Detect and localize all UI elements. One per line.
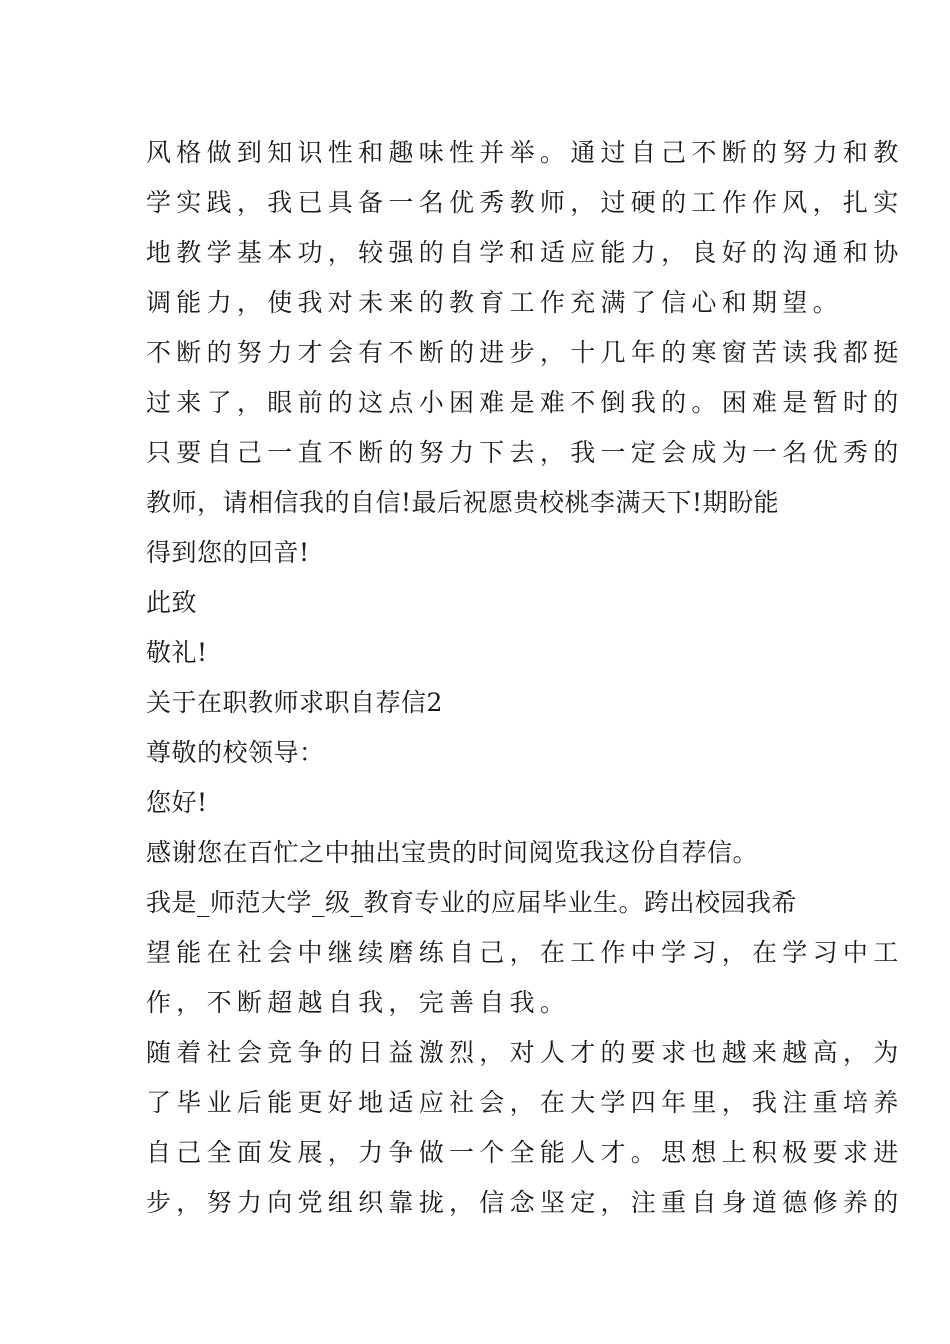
letter-body — [146, 128, 904, 1228]
section-title: 关于在职教师求职自荐信2 — [146, 688, 443, 717]
text-line-17: 望能在社会中继续磨练自己，在工作中学习，在学习中工 — [146, 938, 904, 967]
text-line-8: 教师，请相信我的自信!最后祝愿贵校桃李满天下!期盼能 — [146, 488, 780, 517]
closing-line: 此致 — [146, 588, 198, 617]
text-line-18: 作，不断超越自我，完善自我。 — [146, 988, 571, 1017]
greeting-recipient: 尊敬的校领导： — [146, 738, 325, 767]
text-line-20: 了毕业后能更好地适应社会，在大学四年里，我注重培养 — [146, 1088, 904, 1117]
text-line-22: 步，努力向党组织靠拢，信念坚定，注重自身道德修养的 — [146, 1188, 904, 1217]
text-line-9: 得到您的回音! — [146, 538, 310, 567]
text-line-6: 过来了，眼前的这点小困难是难不倒我的。困难是暂时的 — [146, 388, 904, 417]
text-line-3: 地教学基本功，较强的自学和适应能力，良好的沟通和协 — [146, 238, 904, 267]
greeting-line: 您好! — [146, 788, 208, 817]
text-line-21: 自己全面发展，力争做一个全能人才。思想上积极要求进 — [146, 1138, 904, 1167]
text-line-4: 调能力，使我对未来的教育工作充满了信心和期望。 — [146, 288, 843, 317]
text-line-5: 不断的努力才会有不断的进步，十几年的寒窗苦读我都挺 — [146, 338, 904, 367]
text-line-1: 风格做到知识性和趣味性并举。通过自己不断的努力和教 — [146, 138, 904, 167]
text-line-2: 学实践，我已具备一名优秀教师，过硬的工作作风，扎实 — [146, 188, 904, 217]
text-line-15: 感谢您在百忙之中抽出宝贵的时间阅览我这份自荐信。 — [146, 838, 759, 867]
text-line-7: 只要自己一直不断的努力下去，我一定会成为一名优秀的 — [146, 438, 904, 467]
salutation-line: 敬礼! — [146, 638, 208, 667]
text-line-19: 随着社会竞争的日益激烈，对人才的要求也越来越高，为 — [146, 1038, 904, 1067]
text-line-16: 我是_师范大学_级_教育专业的应届毕业生。跨出校园我希 — [146, 888, 798, 917]
